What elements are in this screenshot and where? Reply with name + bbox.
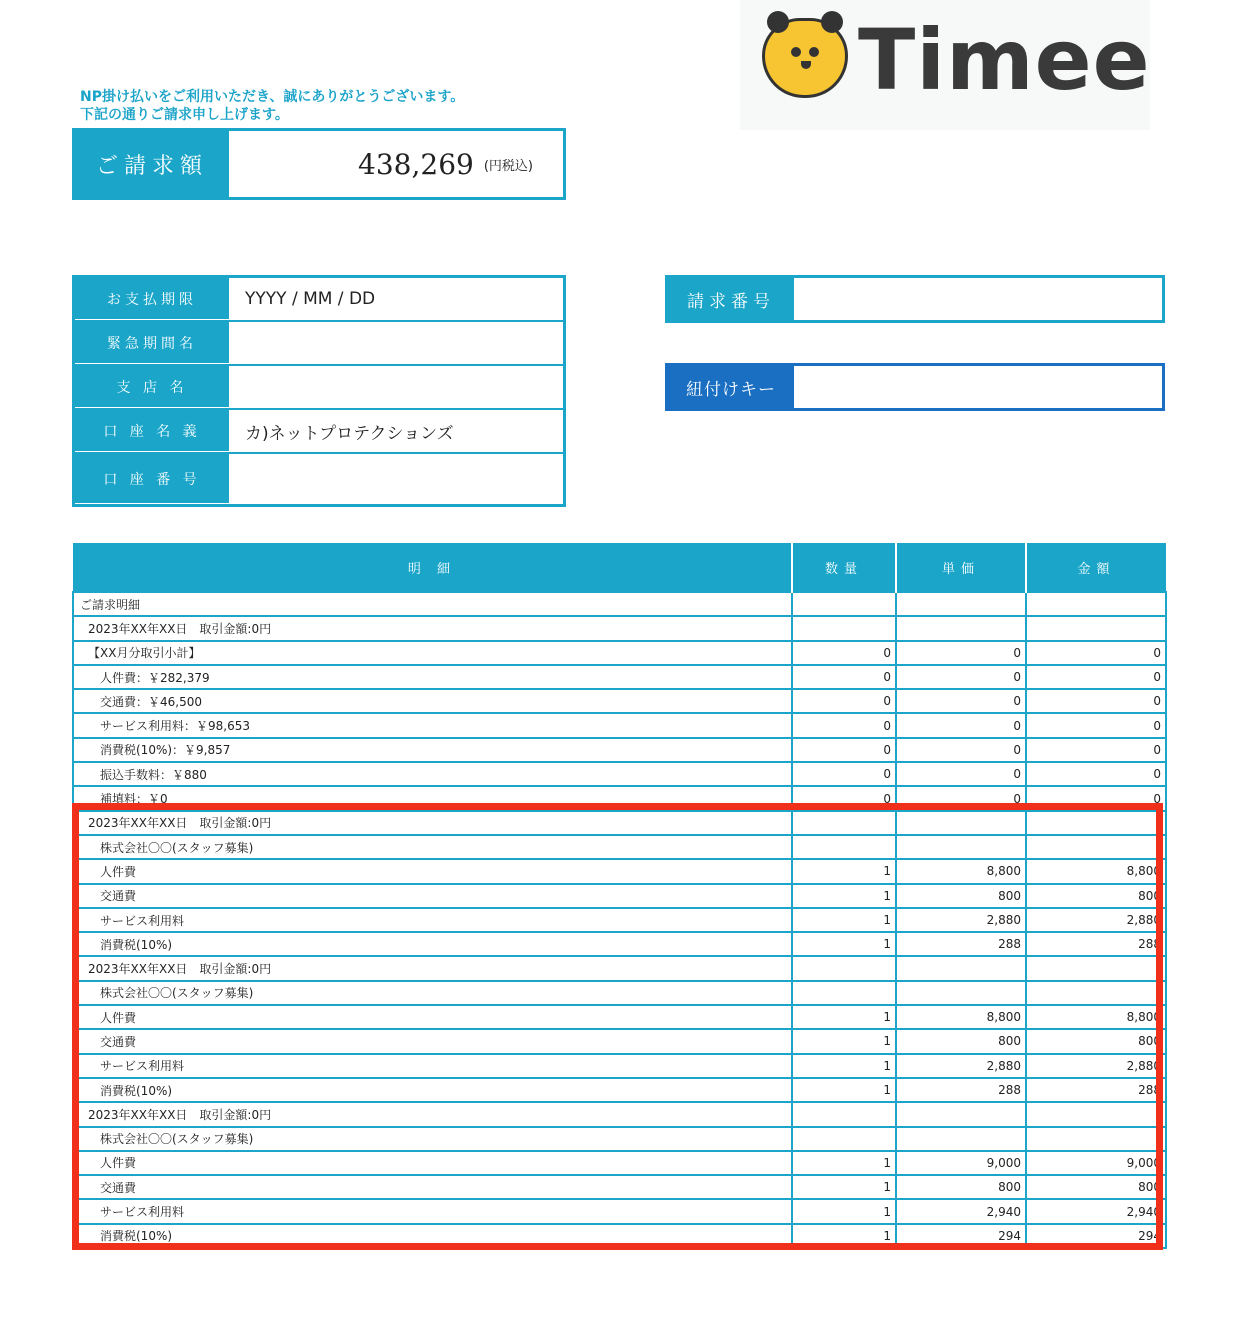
table-row	[73, 1175, 1166, 1199]
row-unit	[896, 956, 1026, 980]
row-unit	[896, 1127, 1026, 1151]
row-unit: 800	[896, 884, 1026, 908]
row-unit: 9,000	[896, 1151, 1026, 1175]
row-amount	[1026, 981, 1166, 1005]
row-desc: 消費税(10%)	[73, 932, 792, 956]
row-desc: 2023年XX年XX日 取引金額:0円	[73, 956, 792, 980]
row-amount	[1026, 956, 1166, 980]
row-qty: 0	[792, 665, 896, 689]
table-row	[73, 616, 1166, 640]
row-unit	[896, 835, 1026, 859]
table-row	[73, 932, 1166, 956]
billing-amount-label: ご請求額	[75, 131, 229, 197]
link-key-label: 紐付けキー	[668, 366, 794, 408]
row-desc: 消費税(10%)	[73, 1224, 792, 1248]
row-unit	[896, 616, 1026, 640]
row-amount: 288	[1026, 932, 1166, 956]
header-qty: 数量	[792, 543, 896, 592]
row-desc: 人件費：￥282,379	[73, 665, 792, 689]
row-desc: サービス利用料：￥98,653	[73, 713, 792, 737]
row-qty: 1	[792, 1078, 896, 1102]
row-desc: 交通費：￥46,500	[73, 689, 792, 713]
billing-amount-value: 438,269	[358, 147, 474, 181]
row-desc: 株式会社〇〇(スタッフ募集)	[73, 981, 792, 1005]
table-row	[73, 786, 1166, 810]
account-label: 口 座 番 号	[75, 454, 229, 504]
row-unit: 0	[896, 689, 1026, 713]
table-row	[73, 835, 1166, 859]
row-amount	[1026, 1102, 1166, 1126]
timee-logo	[740, 0, 1150, 130]
row-qty: 0	[792, 762, 896, 786]
row-qty: 0	[792, 738, 896, 762]
row-unit	[896, 811, 1026, 835]
link-key-value	[794, 366, 1162, 408]
table-row	[73, 884, 1166, 908]
info-row-bank	[75, 322, 563, 366]
table-row	[73, 1005, 1166, 1029]
table-row	[73, 738, 1166, 762]
row-amount: 8,800	[1026, 859, 1166, 883]
row-qty	[792, 1102, 896, 1126]
row-qty: 1	[792, 1151, 896, 1175]
holder-value: カ)ネットプロテクションズ	[245, 423, 454, 444]
tax-note: (円税込)	[483, 158, 533, 174]
row-desc: サービス利用料	[73, 1054, 792, 1078]
row-amount: 0	[1026, 713, 1166, 737]
account-value	[229, 454, 563, 504]
due-label: お支払期限	[75, 278, 229, 320]
row-amount: 2,880	[1026, 908, 1166, 932]
row-desc: 2023年XX年XX日 取引金額:0円	[73, 616, 792, 640]
row-desc: 【XX月分取引小計】	[73, 641, 792, 665]
row-unit: 294	[896, 1224, 1026, 1248]
holder-label: 口 座 名 義	[75, 410, 229, 452]
row-unit: 0	[896, 762, 1026, 786]
row-desc: 2023年XX年XX日 取引金額:0円	[73, 1102, 792, 1126]
row-amount: 2,940	[1026, 1199, 1166, 1223]
table-row	[73, 1029, 1166, 1053]
detail-header-row	[73, 543, 1166, 592]
row-unit	[896, 981, 1026, 1005]
bank-label: 緊急期間名	[75, 322, 229, 364]
row-unit: 2,880	[896, 908, 1026, 932]
row-desc: ご請求明細	[73, 592, 792, 616]
table-row	[73, 1127, 1166, 1151]
row-desc: 消費税(10%)：￥9,857	[73, 738, 792, 762]
row-unit: 0	[896, 786, 1026, 810]
row-unit: 2,940	[896, 1199, 1026, 1223]
detail-table	[72, 543, 1167, 1249]
row-amount: 0	[1026, 762, 1166, 786]
row-qty	[792, 592, 896, 616]
row-unit: 8,800	[896, 859, 1026, 883]
row-unit	[896, 592, 1026, 616]
table-row	[73, 762, 1166, 786]
row-unit: 0	[896, 713, 1026, 737]
row-amount: 800	[1026, 1175, 1166, 1199]
row-unit: 2,880	[896, 1054, 1026, 1078]
row-unit: 0	[896, 641, 1026, 665]
row-desc: サービス利用料	[73, 1199, 792, 1223]
row-desc: 消費税(10%)	[73, 1078, 792, 1102]
row-desc: 交通費	[73, 1175, 792, 1199]
row-amount: 800	[1026, 1029, 1166, 1053]
header-desc: 明 細	[73, 543, 792, 592]
row-qty	[792, 616, 896, 640]
table-row	[73, 908, 1166, 932]
table-row	[73, 689, 1166, 713]
table-row	[73, 1199, 1166, 1223]
row-desc: 人件費	[73, 859, 792, 883]
payment-info-table	[72, 275, 566, 507]
thanks-message	[80, 88, 464, 124]
table-row	[73, 641, 1166, 665]
row-desc: 人件費	[73, 1151, 792, 1175]
row-unit: 8,800	[896, 1005, 1026, 1029]
row-qty: 0	[792, 713, 896, 737]
branch-label: 支 店 名	[75, 366, 229, 408]
row-amount: 2,880	[1026, 1054, 1166, 1078]
row-unit: 800	[896, 1175, 1026, 1199]
thanks-line-2: 下記の通りご請求申し上げます。	[80, 107, 289, 123]
row-amount: 9,000	[1026, 1151, 1166, 1175]
logo-wordmark: Timee	[858, 11, 1151, 109]
thanks-line-1: NP掛け払いをご利用いただき、誠にありがとうございます。	[80, 89, 465, 105]
invoice-number-value	[794, 278, 1162, 320]
row-qty: 0	[792, 689, 896, 713]
row-amount: 0	[1026, 689, 1166, 713]
row-qty: 0	[792, 786, 896, 810]
row-qty: 1	[792, 884, 896, 908]
table-row	[73, 1102, 1166, 1126]
row-qty: 1	[792, 1054, 896, 1078]
row-qty	[792, 811, 896, 835]
row-unit: 288	[896, 1078, 1026, 1102]
row-amount: 800	[1026, 884, 1166, 908]
row-qty: 1	[792, 859, 896, 883]
table-row	[73, 592, 1166, 616]
link-key-box	[665, 363, 1165, 411]
row-qty	[792, 835, 896, 859]
header-unit: 単価	[896, 543, 1026, 592]
row-qty: 1	[792, 932, 896, 956]
row-desc: 振込手数料：￥880	[73, 762, 792, 786]
row-qty	[792, 981, 896, 1005]
info-row-branch	[75, 366, 563, 410]
row-amount: 0	[1026, 641, 1166, 665]
row-desc: 補填料：￥0	[73, 786, 792, 810]
row-desc: 交通費	[73, 884, 792, 908]
row-qty: 1	[792, 1224, 896, 1248]
invoice-number-label: 請求番号	[668, 278, 794, 320]
info-row-account	[75, 454, 563, 504]
table-row	[73, 665, 1166, 689]
row-amount	[1026, 592, 1166, 616]
row-qty: 1	[792, 908, 896, 932]
row-unit	[896, 1102, 1026, 1126]
table-row	[73, 859, 1166, 883]
row-amount: 294	[1026, 1224, 1166, 1248]
row-qty	[792, 956, 896, 980]
row-desc: 人件費	[73, 1005, 792, 1029]
row-amount: 0	[1026, 786, 1166, 810]
row-amount	[1026, 811, 1166, 835]
row-amount: 8,800	[1026, 1005, 1166, 1029]
table-row	[73, 1151, 1166, 1175]
row-amount	[1026, 835, 1166, 859]
row-qty: 0	[792, 641, 896, 665]
info-row-holder	[75, 410, 563, 454]
owl-mascot-icon	[762, 18, 848, 98]
row-amount: 0	[1026, 665, 1166, 689]
row-unit: 288	[896, 932, 1026, 956]
table-row	[73, 713, 1166, 737]
table-row	[73, 981, 1166, 1005]
row-amount	[1026, 616, 1166, 640]
row-qty: 1	[792, 1199, 896, 1223]
row-qty	[792, 1127, 896, 1151]
info-row-due	[75, 278, 563, 322]
row-desc: 株式会社〇〇(スタッフ募集)	[73, 835, 792, 859]
table-row	[73, 1054, 1166, 1078]
row-desc: 2023年XX年XX日 取引金額:0円	[73, 811, 792, 835]
row-desc: 交通費	[73, 1029, 792, 1053]
header-amount: 金額	[1026, 543, 1166, 592]
row-amount: 0	[1026, 738, 1166, 762]
branch-value	[229, 366, 563, 408]
row-unit: 0	[896, 665, 1026, 689]
row-desc: サービス利用料	[73, 908, 792, 932]
bank-value	[229, 322, 563, 364]
due-value: YYYY / MM / DD	[245, 289, 376, 309]
billing-amount-box	[72, 128, 566, 200]
table-row	[73, 1078, 1166, 1102]
table-row	[73, 1224, 1166, 1248]
row-unit: 0	[896, 738, 1026, 762]
row-amount: 288	[1026, 1078, 1166, 1102]
row-qty: 1	[792, 1005, 896, 1029]
invoice-number-box	[665, 275, 1165, 323]
table-row	[73, 956, 1166, 980]
row-unit: 800	[896, 1029, 1026, 1053]
row-amount	[1026, 1127, 1166, 1151]
row-desc: 株式会社〇〇(スタッフ募集)	[73, 1127, 792, 1151]
row-qty: 1	[792, 1175, 896, 1199]
row-qty: 1	[792, 1029, 896, 1053]
table-row	[73, 811, 1166, 835]
